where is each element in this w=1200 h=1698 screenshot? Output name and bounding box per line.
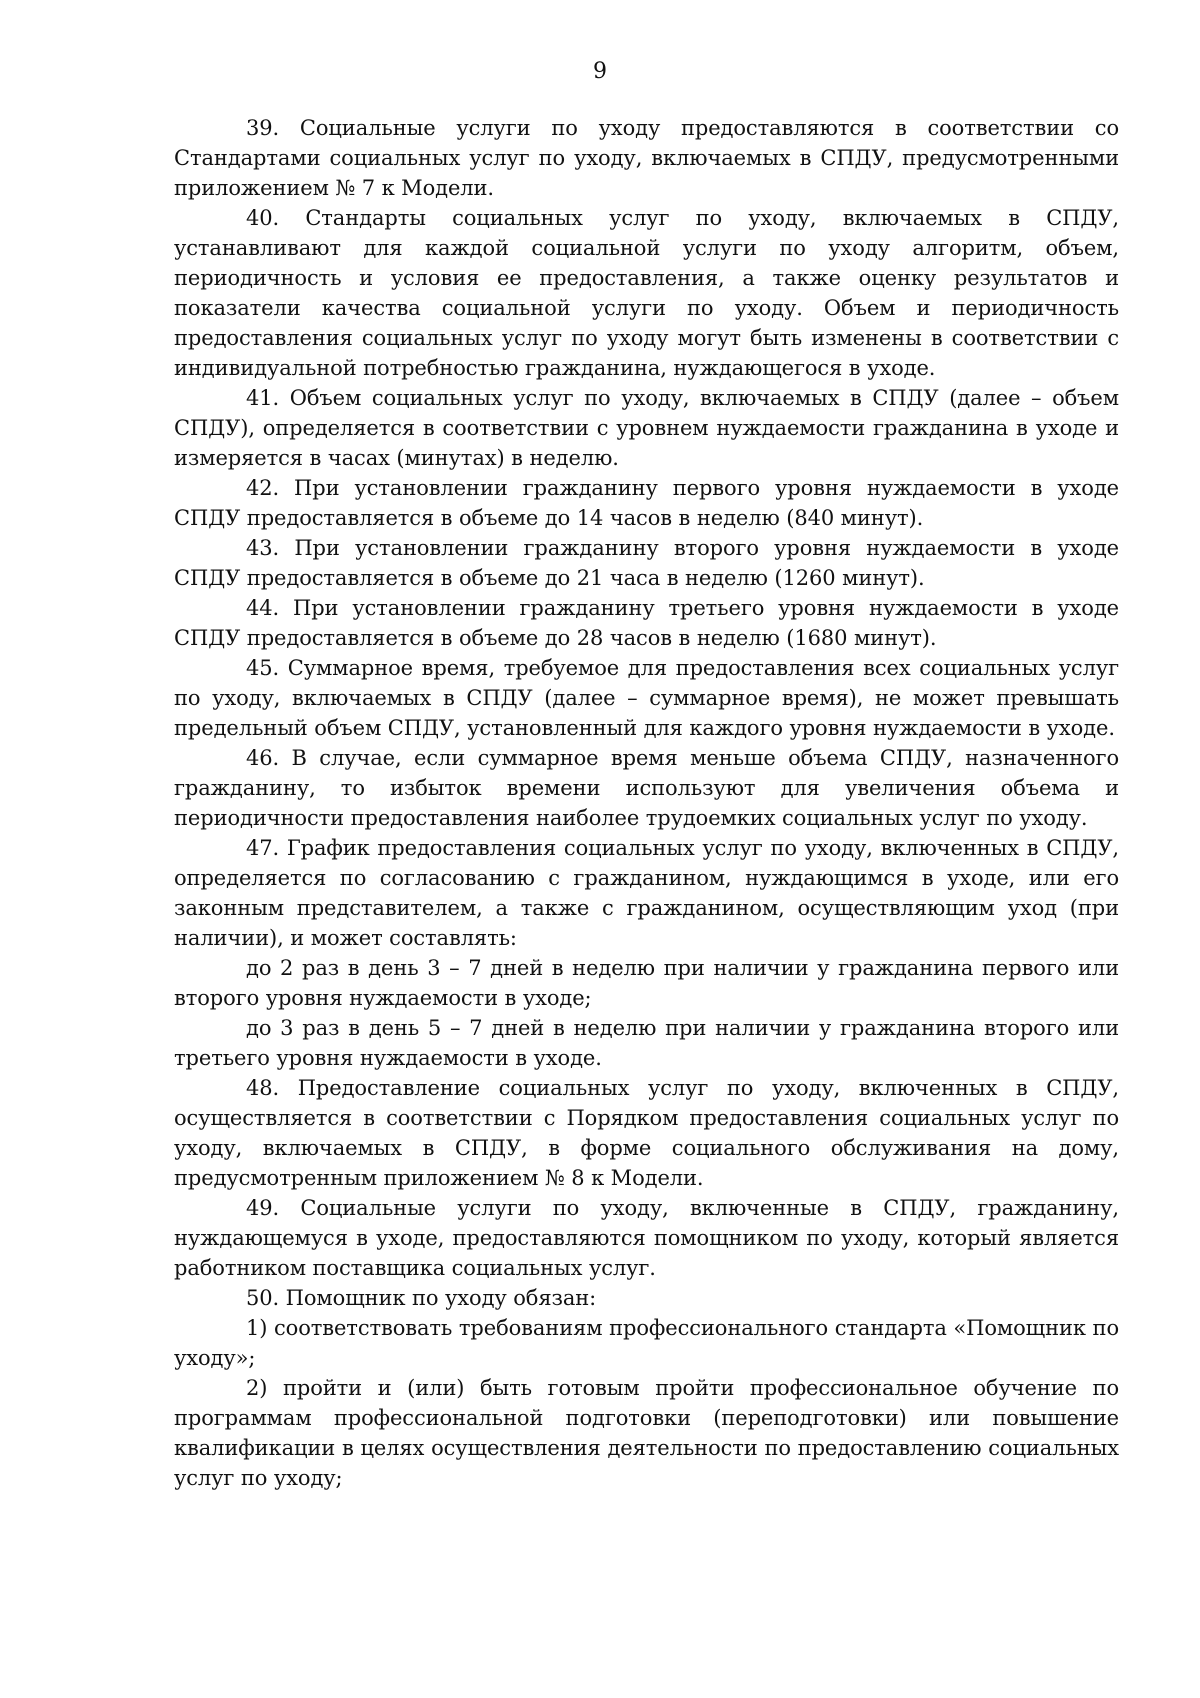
page-number: 9 bbox=[593, 59, 607, 84]
paragraph-50-item-1: 1) соответствовать требованиям профессионального стандарта «Помощник по уходу»; bbox=[174, 1316, 1119, 1370]
paragraph-50: 50. Помощник по уходу обязан: bbox=[246, 1286, 597, 1310]
paragraph-47: 47. График предоставления социальных услуг по уходу, включенных в СПДУ, определяется по согласованию с гражданином, нуждающимся в уходе, или его законным представителем, а также с гражданином, осуществляющим уход (при наличии), и может составлять: bbox=[174, 836, 1119, 950]
paragraph-48: 48. Предоставление социальных услуг по уходу, включенных в СПДУ, осуществляется в соответствии с Порядком предоставления социальных услуг по уходу, включаемых в СПДУ, в форме социального обслуживания на дому, предусмотренным приложением № 8 к Модели. bbox=[174, 1076, 1119, 1190]
paragraph-49: 49. Социальные услуги по уходу, включенные в СПДУ, гражданину, нуждающемуся в уходе, предоставляются помощником по уходу, который является работником поставщика социальных услуг. bbox=[174, 1196, 1119, 1280]
document-body bbox=[174, 113, 1119, 1493]
paragraph-45: 45. Суммарное время, требуемое для предоставления всех социальных услуг по уходу, включаемых в СПДУ (далее – суммарное время), не может превышать предельный объем СПДУ, установленный для каждого уровня нуждаемости в уходе. bbox=[174, 656, 1119, 740]
paragraph-40: 40. Стандарты социальных услуг по уходу, включаемых в СПДУ, устанавливают для каждой социальной услуги по уходу алгоритм, объем, периодичность и условия ее предоставления, а также оценку результатов и показатели качества социальной услуги по уходу. Объем и периодичность предоставления социальных услуг по уходу могут быть изменены в соответствии с индивидуальной потребностью гражданина, нуждающегося в уходе. bbox=[174, 206, 1119, 380]
paragraph-39: 39. Социальные услуги по уходу предоставляются в соответствии со Стандартами социальных услуг по уходу, включаемых в СПДУ, предусмотренными приложением № 7 к Модели. bbox=[174, 116, 1119, 200]
paragraph-44: 44. При установлении гражданину третьего уровня нуждаемости в уходе СПДУ предоставляется в объеме до 28 часов в неделю (1680 минут). bbox=[174, 596, 1119, 650]
paragraph-47-option-1: до 2 раз в день 3 – 7 дней в неделю при наличии у гражданина первого или второго уровня нуждаемости в уходе; bbox=[174, 956, 1119, 1010]
paragraph-50-item-2: 2) пройти и (или) быть готовым пройти профессиональное обучение по программам профессиональной подготовки (переподготовки) или повышение квалификации в целях осуществления деятельности по предоставлению социальных услуг по уходу; bbox=[174, 1376, 1119, 1490]
paragraph-42: 42. При установлении гражданину первого уровня нуждаемости в уходе СПДУ предоставляется в объеме до 14 часов в неделю (840 минут). bbox=[174, 476, 1119, 530]
paragraph-47-option-2: до 3 раз в день 5 – 7 дней в неделю при наличии у гражданина второго или третьего уровня нуждаемости в уходе. bbox=[174, 1016, 1119, 1070]
paragraph-41: 41. Объем социальных услуг по уходу, включаемых в СПДУ (далее – объем СПДУ), определяется в соответствии с уровнем нуждаемости гражданина в уходе и измеряется в часах (минутах) в неделю. bbox=[174, 386, 1119, 470]
paragraph-43: 43. При установлении гражданину второго уровня нуждаемости в уходе СПДУ предоставляется в объеме до 21 часа в неделю (1260 минут). bbox=[174, 536, 1119, 590]
paragraph-46: 46. В случае, если суммарное время меньше объема СПДУ, назначенного гражданину, то избыток времени используют для увеличения объема и периодичности предоставления наиболее трудоемких социальных услуг по уходу. bbox=[174, 746, 1119, 830]
